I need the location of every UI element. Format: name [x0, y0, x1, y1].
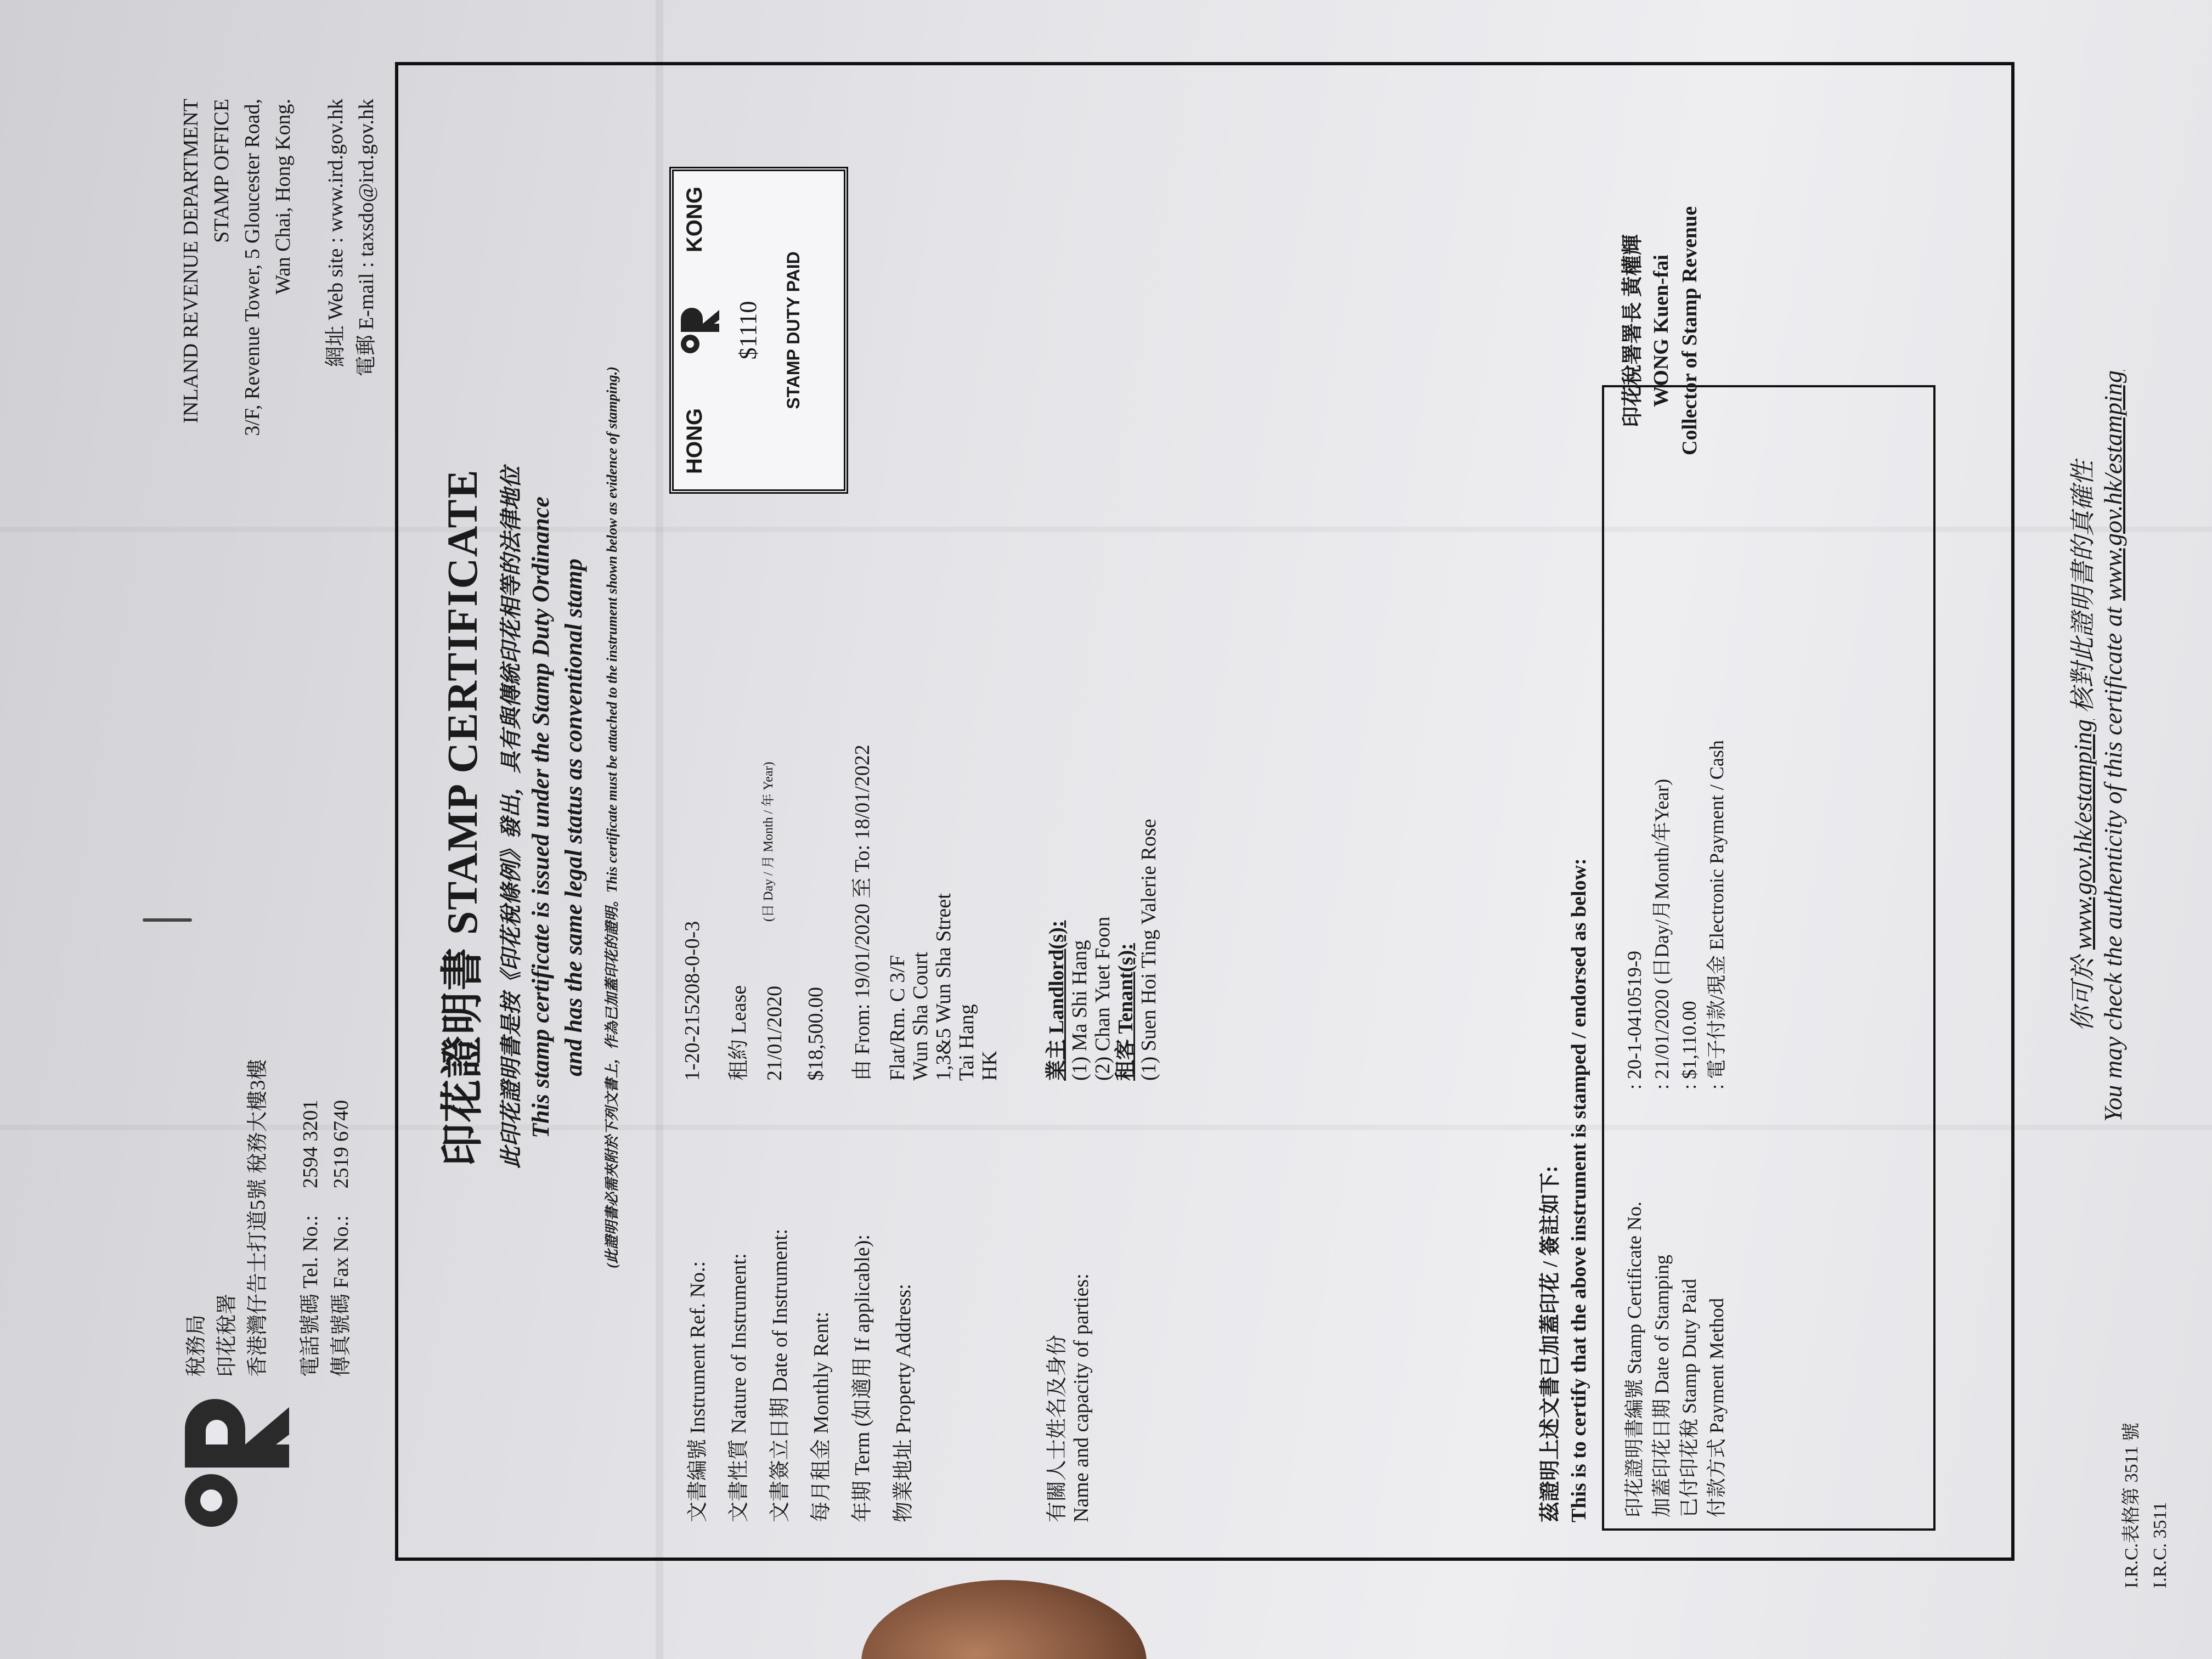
- certificate-title: 印花證明書 STAMP CERTIFICATE: [438, 469, 486, 1166]
- parties-list: [1045, 819, 1160, 1081]
- dept-line: 印花稅署: [216, 1293, 239, 1377]
- ref-label: 文書編號 Instrument Ref. No.:: [686, 1261, 709, 1522]
- fax-row: [326, 1059, 357, 1377]
- nature-value: 租約 Lease: [727, 985, 751, 1081]
- endorsement-box: [1602, 385, 1936, 1531]
- endorse-value: : 20-1-0410519-9: [1623, 951, 1645, 1090]
- attachment-note: (此證明書必需夾附於下列文書上，作為已加蓋印花的證明。This certificate must be attached to the instrument shown below as evidence of stamping.): [604, 366, 620, 1268]
- verify-zh: [2063, 143, 2099, 1350]
- endorsement-intro: [1536, 858, 1593, 1522]
- ref-value: 1-20-215208-0-0-3: [681, 921, 704, 1081]
- dept-line: 3/F, Revenue Tower, 5 Gloucester Road,: [241, 99, 264, 436]
- verify-en: [2098, 143, 2128, 1350]
- endorse-label: 印花證明書編號 Stamp Certificate No.: [1623, 1201, 1645, 1517]
- collector-signature-block: [1618, 206, 1704, 455]
- fax-value: 2519 6740: [330, 1099, 353, 1189]
- field-row-ref: [680, 55, 713, 1635]
- landlord-entry: (2) Chan Yuet Foon: [1091, 916, 1114, 1081]
- stamp-amount: $1110: [735, 301, 761, 360]
- landlord-entry: (1) Ma Shi Hang: [1068, 940, 1091, 1081]
- verify-zh-prefix: 你可於: [2069, 956, 2097, 1032]
- tel-row: [295, 1059, 326, 1377]
- fax-label: 傳真號碼 Fax No.:: [330, 1215, 353, 1377]
- dept-line: INLAND REVENUE DEPARTMENT: [179, 99, 202, 424]
- stamp-hong: HONG: [682, 408, 707, 474]
- address-value: [886, 893, 1001, 1081]
- endorsement-intro-en: This is to certify that the above instrument is stamped / endorsed as below:: [1567, 858, 1590, 1522]
- verify-en-prefix: You may check the authenticity of this certificate at: [2099, 607, 2127, 1122]
- endorsement-labels: [1621, 1201, 1730, 1517]
- stamp-paid-label: STAMP DUTY PAID: [783, 251, 803, 409]
- collector-title-zh: 印花稅署署長 黃權輝: [1621, 234, 1644, 427]
- field-row-nature: [721, 55, 754, 1635]
- subtitle-en-line2: and has the same legal status as conventional stamp: [560, 558, 587, 1076]
- subtitle-en-line1: This stamp certificate is issued under the Stamp Duty Ordinance: [527, 496, 554, 1138]
- stamp-certificate-document: [88, 0, 2212, 1635]
- tenant-header: 租客 Tenant(s):: [1114, 943, 1137, 1081]
- tel-value: 2594 3201: [299, 1099, 322, 1189]
- collector-title-en: Collector of Stamp Revenue: [1678, 206, 1701, 455]
- estamping-link[interactable]: www.gov.hk/estamping: [2069, 719, 2097, 950]
- header-dept-en: [176, 99, 382, 614]
- tel-label: 電話號碼 Tel. No.:: [299, 1215, 322, 1377]
- address-line: 1,3&5 Wun Sha Street: [932, 893, 955, 1081]
- endorse-label: 付款方式 Payment Method: [1706, 1298, 1728, 1517]
- date-value: 21/01/2020: [763, 985, 786, 1081]
- nature-label: 文書性質 Nature of Instrument:: [727, 1253, 751, 1522]
- ird-logo-icon: [178, 1399, 294, 1531]
- endorse-value: : $1,110.00: [1678, 1001, 1700, 1090]
- form-number-en: I.R.C. 3511: [2150, 1502, 2170, 1588]
- tenant-entry: (1) Suen Hoi Ting Valerie Rose: [1137, 819, 1160, 1081]
- field-row-parties: [1045, 55, 1210, 1635]
- term-value: 由 From: 19/01/2020 至 To: 18/01/2022: [851, 744, 874, 1081]
- verify-zh-suffix: 核對此證明書的真確性: [2069, 460, 2097, 713]
- form-number-zh: I.R.C.表格第 3511 號: [2121, 1423, 2142, 1588]
- field-row-term: [845, 55, 878, 1635]
- date-format-hint: (日 Day / 月 Month / 年 Year): [761, 761, 776, 922]
- parties-label: [1045, 1273, 1093, 1522]
- rent-label: 每月租金 Monthly Rent:: [810, 1311, 833, 1522]
- dept-line: Wan Chai, Hong Kong.: [272, 99, 295, 295]
- parties-label-en: Name and capacity of parties:: [1070, 1273, 1093, 1522]
- rent-value: $18,500.00: [804, 987, 827, 1081]
- field-row-date: [763, 55, 795, 1635]
- website-text: 網址 Web site : www.ird.gov.hk: [324, 99, 347, 368]
- endorse-label: 加蓋印花日期 Date of Stamping: [1651, 1255, 1673, 1517]
- parties-label-zh: 有關人士姓名及身份: [1046, 1334, 1069, 1522]
- address-line: Wun Sha Court: [909, 952, 932, 1081]
- subtitle-zh: 此印花證明書是按《印花稅條例》發出，具有與傳統印花相等的法律地位: [499, 466, 523, 1169]
- date-label: 文書簽立日期 Date of Instrument:: [769, 1228, 792, 1522]
- address-line: Flat/Rm. C 3/F: [886, 955, 909, 1081]
- endorse-value: : 21/01/2020 (日Day/月Month/年Year): [1651, 778, 1673, 1090]
- collector-name: WONG Kuen-fai: [1650, 255, 1673, 407]
- endorsement-values: [1621, 740, 1730, 1090]
- endorse-label: 已付印花稅 Stamp Duty Paid: [1678, 1278, 1700, 1517]
- dept-line: 香港灣仔告士打道5號 稅務大樓3樓: [246, 1059, 269, 1377]
- term-label: 年期 Term (如適用 If applicable):: [851, 1234, 874, 1522]
- staple-mark: [143, 918, 192, 922]
- dept-line: STAMP OFFICE: [210, 99, 233, 243]
- stamp-kong: KONG: [682, 187, 707, 252]
- email-text: 電郵 E-mail : taxsdo@ird.gov.hk: [355, 99, 378, 377]
- field-row-rent: [804, 55, 837, 1635]
- form-number: [2118, 1423, 2175, 1588]
- endorse-value: : 電子付款/現金 Electronic Payment / Cash: [1706, 740, 1728, 1090]
- endorsement-intro-zh: 茲證明上述文書已加蓋印花 / 簽註如下:: [1539, 1165, 1562, 1522]
- address-line: HK: [978, 1051, 1001, 1081]
- landlord-header: 業主 Landlord(s):: [1045, 920, 1068, 1081]
- address-label: 物業地址 Property Address:: [892, 1284, 915, 1522]
- estamping-link[interactable]: www.gov.hk/estamping: [2099, 370, 2127, 601]
- header-dept-zh: [181, 1059, 357, 1377]
- field-row-address: [886, 55, 1029, 1635]
- dept-line: 稅務局: [185, 1314, 208, 1377]
- address-line: Tai Hang: [955, 1004, 978, 1081]
